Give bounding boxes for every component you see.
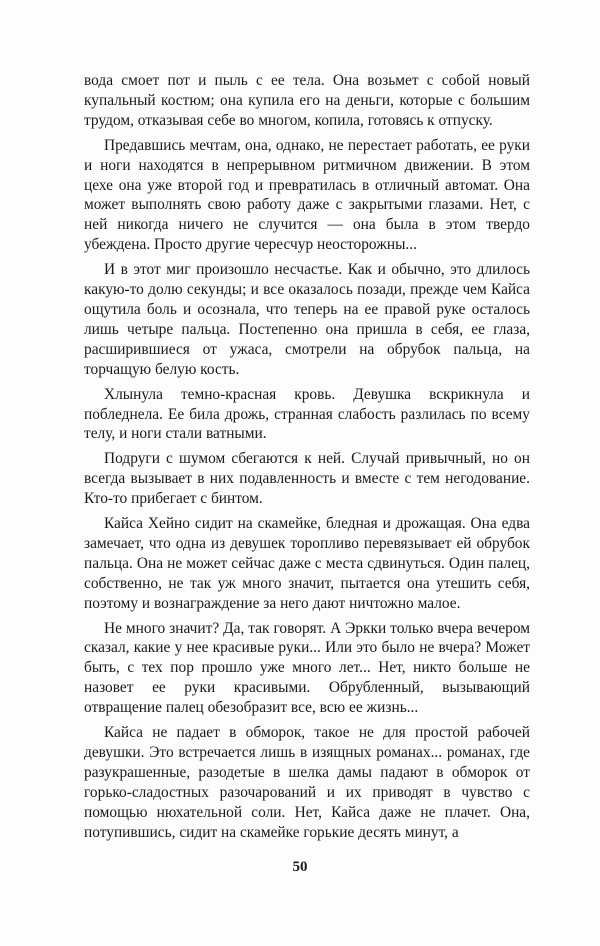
paragraph-1: вода смоет пот и пыль с ее тела. Она возьмет с собой новый купальный костюм; она купила его на деньги, которые с большим трудом, отказывая себе во многом, копила, готовясь к отпуску. bbox=[84, 72, 530, 129]
paragraph-3: И в этот миг произошло несчастье. Как и обычно, это длилось какую-то долю секунды; и все оказалось позади, прежде чем Кайса ощутила боль и осознала, что теперь на ее правой руке осталось лишь четыре пальца. Постепенно она пришла в себя, ее глаза, расширившиеся от ужаса, смотрели на обрубок пальца, на торчащую белую кость. bbox=[84, 261, 530, 378]
paragraph-7: Не много значит? Да, так говорят. А Эркки только вчера вечером сказал, какие у нее красивые руки... Или это было не вчера? Может быть, с тех пор прошло уже много лет... Нет, никто больше не назовет ее руки красивыми. Обрубленный, вызывающий отвращение палец обезобразит все, всю ее жизнь... bbox=[84, 619, 530, 717]
paragraph-5: Подруги с шумом сбегаются к ней. Случай привычный, но он всегда вызывает в них подавленность и вместе с тем негодование. Кто-то прибегает с бинтом. bbox=[84, 450, 530, 508]
paragraph-2: Предавшись мечтам, она, однако, не перестает работать, ее руки и ноги находятся в непрерывном ритмичном движении. В этом цехе она уже второй год и превратилась в отличный автомат. Она может выполнять свою работу даже с закрытыми глазами. Нет, с ней никогда ничего не случится — она была в этом твердо убеждена. Просто другие чересчур неосторожны... bbox=[84, 136, 530, 254]
paragraph-4: Хлынула темно-красная кровь. Девушка вскрикнула и побледнела. Ее била дрожь, странная слабость разлилась по всему телу, и ноги стали ватными. bbox=[84, 385, 530, 443]
body-text bbox=[84, 71, 530, 848]
paragraph-8: Кайса не падает в обморок, такое не для простой рабочей девушки. Это встречается лишь в изящных романах... романах, где разукрашенные, разодетые в шелка дамы падают в обморок от горько-сладостных разочарований и их приводят в чувство с помощью нюхательной соли. Нет, Кайса даже не плачет. Она, потупившись, сидит на скамейке горькие десять минут, а bbox=[84, 724, 530, 841]
paragraph-6: Кайса Хейно сидит на скамейке, бледная и дрожащая. Она едва замечает, что одна из девушек торопливо перевязывает ей обрубок пальца. Она не может сейчас даже с места сдвинуться. Один палец, собственно, не так уж много значит, пытается она утешить себя, поэтому и вознаграждение за него дают ничтожно малое. bbox=[84, 515, 530, 612]
page-number: 50 bbox=[292, 859, 308, 875]
